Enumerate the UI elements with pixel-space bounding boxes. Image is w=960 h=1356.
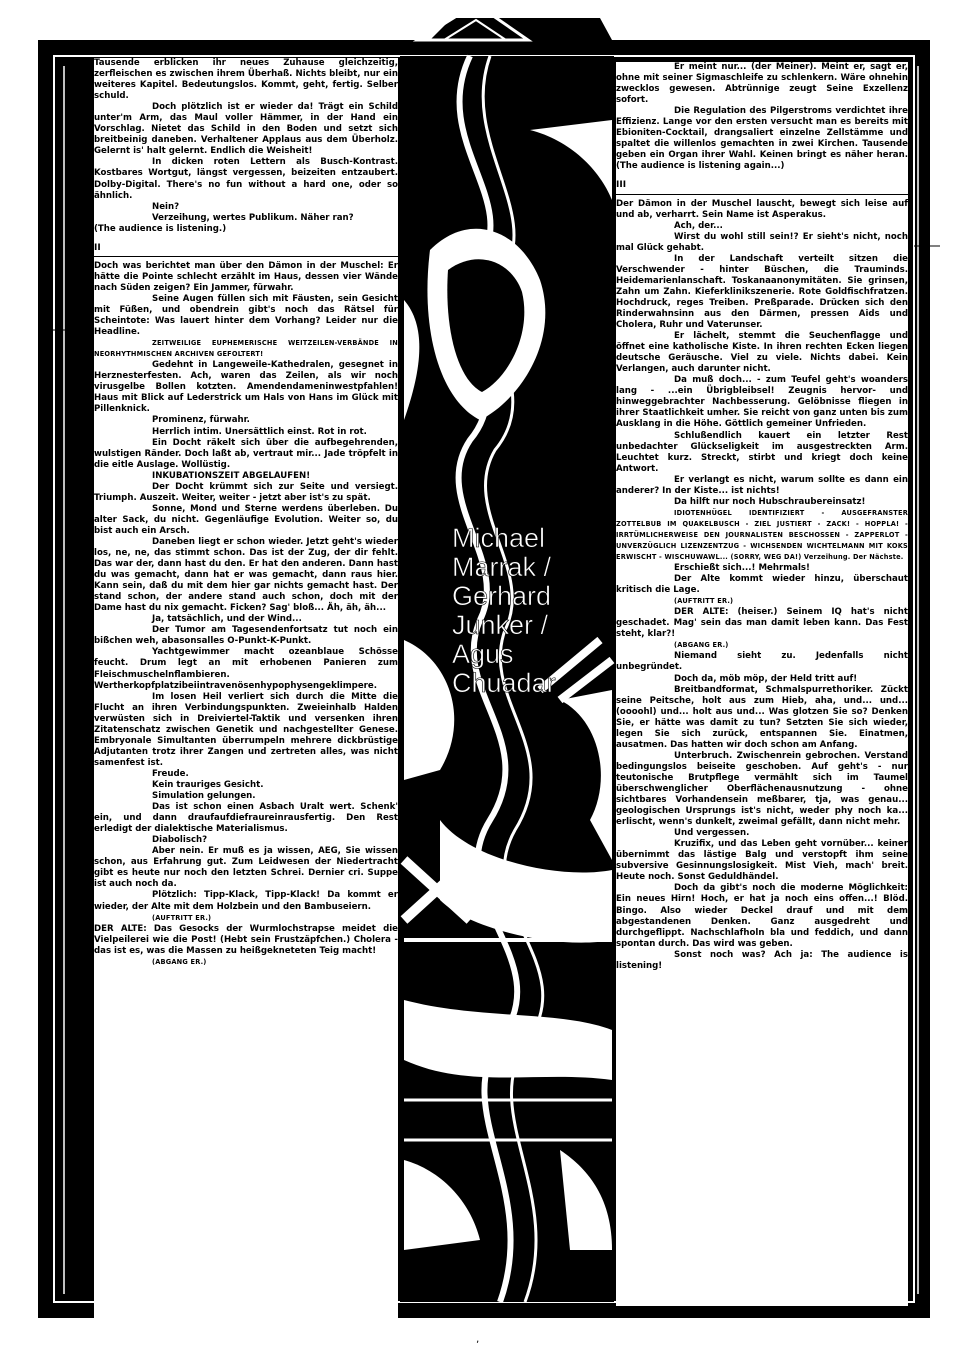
text-paragraph: Freude. [152, 768, 189, 779]
text-paragraph: (ABGANG ER.) [674, 641, 729, 650]
text-paragraph: DER ALTE: (heiser.) Seinem IQ hat's nicht geschadet. Mag' sein das man damit leben kann. Das Fest steht, klar?! [616, 607, 908, 640]
text-paragraph: Breitbandformat, Schmalspurrethoriker. Zückt seine Peitsche, holt aus zum Hieb, aha, und... und... (oooohl) und... holt aus und... Was glotzen Sie so? Denken Sie, er hätte was damit zu tun? Setzten Sie sich wieder, legen Sie sich zurück, entspannen Sie. Einatmen, ausatmen. Das hatten wir doch schon am Anfang. [616, 684, 908, 750]
text-paragraph: Der Tumor am Tagesendenfortsatz tut noch ein bißchen weh, abasonsalles O-Punkt-K-Punkt. [94, 625, 398, 647]
text-paragraph: Sonst noch was? Ach ja: The audience is listening! [616, 949, 908, 971]
right-text-column [616, 62, 908, 1306]
text-paragraph: Seine Augen füllen sich mit Fäusten, sein Gesicht mit Füßen, und obendrein gibt's noch das Rätsel für Scheintote: Was lauert hinter dem Vorhang? Leider nur die Headline. [94, 293, 398, 338]
author-line: Junker / [452, 610, 549, 640]
text-paragraph: Verzeihung, wertes Publikum. Näher ran? [152, 212, 354, 223]
text-paragraph: (AUFTRITT ER.) [152, 913, 212, 922]
text-paragraph: INKUBATIONSZEIT ABGELAUFEN! [152, 470, 311, 481]
text-paragraph: Der Dämon in der Muschel lauscht, bewegt sich leise auf und ab, verharrt. Sein Name ist Asperakus. [616, 198, 908, 220]
text-paragraph: Simulation gelungen. [152, 791, 256, 802]
text-paragraph: Sonne, Mond und Sterne werdens überleben. Du alter Sack, du nicht. Gegenläufige Evolution. Weiter so, du bist auch ein Arsch. [94, 503, 398, 536]
text-paragraph: Wirst du wohl still sein!? Er sieht's nicht, noch mal Glück gehabt. [616, 231, 908, 253]
text-paragraph: Ja, tatsächlich, und der Wind... [152, 614, 302, 625]
text-paragraph: In der Landschaft verteilt sitzen die Verschwender - hinter Büschen, die Trauminds. Heidemarienlanschaft. Toskanaanonymitäten. Sie grinsen, Zahn um Zahn. Kieferklinikszenerie. Rote Goldfischfratzen. Hochdruck, reges Treiben. Preßparade. Drücken sich den Rinderwahnsinn aus den Därmen, pressen Aids und Cholera, Ruhr und Vaterunser. [616, 253, 908, 331]
text-paragraph: IDIOTENHÜGEL IDENTIFIZIERT - AUSGEFRANSTER ZOTTELBUB IM QUAKELBUSCH - ZIEL JUSTIERT - ZACK! - HOPPLA! - IRRTÜMLICHERWEISE DEN JOURNALISTEN BESCHOSSEN - ZAPPERLOT - UNVERZÜGLICH LIZENZENTZUG - WICHSENDEN WICHTELMANN MIT KOKS ERWISCHT - WISCHUWAWL... (SORRY, WEG DA!) Verzeihung. Der Nächste. [616, 508, 908, 562]
author-line: Agus [452, 639, 514, 669]
text-paragraph: Diabolisch? [152, 835, 208, 846]
text-paragraph: Doch da gibt's noch die moderne Möglichkeit: Ein neues Hirn! Hoch, er hat ja noch eins offen...! Blöd. Bingo. Also wieder Deckel drauf und mit dem abgestandenen Denken. Ganz ausgedreht und durchgeflippt. Nachschlafholn bla und feddich, und dann spontan durch. Das wird was geben. [616, 883, 908, 949]
text-paragraph: Herrlich intim. Unersättlich einst. Rot in rot. [152, 426, 367, 437]
section-heading: III [616, 180, 908, 194]
text-paragraph: Plötzlich: Tipp-Klack, Tipp-Klack! Da kommt er wieder, der Alte mit dem Holzbein und den Bambuseiern. [94, 890, 398, 912]
text-paragraph: Schlußendlich kauert ein letzter Rest unbedachter Glückseligkeit im ausgestreckten Arm. Leuchtet kurz. Streckt, stirbt und kriegt doch keine Antwort. [616, 430, 908, 474]
text-paragraph: Er verlangt es nicht, warum sollte es dann ein anderer? In der Kiste... ist nichts! [616, 474, 908, 496]
author-credits [452, 524, 612, 698]
text-paragraph: Nein? [152, 201, 180, 212]
text-paragraph: Prominenz, fürwahr. [152, 415, 250, 426]
text-paragraph: Ach, der... [674, 220, 723, 231]
section-heading: II [94, 243, 398, 257]
text-paragraph: Und vergessen. [674, 828, 750, 839]
text-paragraph: Erschießt sich...! Mehrmals! [674, 563, 810, 574]
text-paragraph: DER ALTE: Das Gesocks der Wurmlochstrapse meidet die Vielpeilerei wie die Post! (Hebt sein Frustzäpfchen.) Cholera - das ist es, was die Massen zu heißgekneteten Teig macht! [94, 923, 398, 956]
text-paragraph: Aber nein. Er muß es ja wissen, AEG, Sie wissen schon, aus Erfahrung gut. Zum Leidwesen der Niedertracht gibt es heute nur noch den letzten Schrei. Dernier cri. Suppe ist auch noch da. [94, 846, 398, 890]
text-paragraph: Doch was berichtet man über den Dämon in der Muschel: Er hätte die Pointe schlecht erzählt im Haus, dessen vier Wände nach Süden zeigen? Ein Jammer, fürwahr. [94, 260, 398, 293]
text-paragraph: Doch plötzlich ist er wieder da! Trägt ein Schild unter'm Arm, das Maul voller Hämmer, in der Hand ein Vorschlag. Nietet das Schild in den Boden und setzt sich breitbeinig daneben. Verhaltener Applaus aus dem Überholz. Gelernt is' halt gelernt. Endlich die Weisheit! [94, 102, 398, 157]
text-paragraph: Der Alte kommt wieder hinzu, überschaut kritisch die Lage. [616, 574, 908, 596]
author-line: Marrak / [452, 552, 552, 582]
text-paragraph: In dicken roten Lettern als Busch-Kontrast. Kostbares Wortgut, längst vergessen, beizeiten entzaubert. Dolby-Digital. There's no fun without a hard one, oder so ähnlich. [94, 157, 398, 201]
text-paragraph: Daneben liegt er schon wieder. Jetzt geht's wieder los, ne, ne, das stimmt schon. Das ist der Zug, der dir fehlt. Das war der, dann hast du den. Er hat den anderen. Dann hast du was gemacht, dann hat er was gemacht, dann raus hier. Kann sein, daß du mit dem hier gar nichts gemacht hast. Der stand schon, der andere stand auch schon, doch mit der Dame hast du nix gemacht. Ficken? Sag' bloß... Äh, äh, äh... [94, 536, 398, 614]
text-paragraph: Er lächelt, stemmt die Seuchenflagge und öffnet eine katholische Kiste. In ihren rechten Ecken liegen deutsche Geräusche. Viel zu viele. Nichts dabei. Kein Verlangen, auch darunter nicht. [616, 331, 908, 375]
author-line: Gerhard [452, 581, 552, 611]
text-paragraph: Unterbruch. Zwischenrein gebrochen. Verstand bedingungslos beiseite geschoben. Auf geht's - nur teutonische Brutpflege vermählt sich im Taumel überschwenglicher Oberflächenausnutzung - ohne sichtbares Vorhandensein meßbarer, tja, was genau... geologischen Ursprungs ist's nicht, weder phy noch ka... erlischt, wenn's dunkelt, zweimal gefällt, dann nicht mehr. [616, 750, 908, 828]
author-line: Michael [452, 523, 546, 553]
text-paragraph: Yachtgewimmer macht ozeanblaue Schösse feucht. Drum legt an mit erhobenen Panieren zum Fleischmuschelnflambieren. [94, 647, 398, 680]
text-paragraph: Kruzifix, und das Leben geht vornüber... keiner übernimmt das lästige Balg und verstopft ihm seine subversive Gesinnungslosigkeit. Mist Vieh, mach' breit. Heute noch. Sonst Geduldhändel. [616, 839, 908, 883]
text-paragraph: Tausende erblicken ihr neues Zuhause gleichzeitig, zerfleischen es zwischen ihrem Überhaß. Nichts bleibt, nur ein weiteres Kapitel. Bedeutungslos. Kommt, geht, fertig. Selber schuld. [94, 58, 398, 102]
text-paragraph: Er meint nur... (der Meiner). Meint er, sagt er, ohne mit seiner Sigmaschleife zu schlenkern. Wäre ohnehin zwecklos gewesen. Abtrünnige zeugt Seine Exzellenz sofort. [616, 62, 908, 106]
text-paragraph: (AUFTRITT ER.) [674, 597, 734, 606]
text-paragraph: Ein Docht räkelt sich über die aufbegehrenden, wulstigen Ränder. Doch laßt ab, vertraut mir... Jade tröpfelt in die eitle Auslage. Wollüstig. [94, 437, 398, 470]
text-paragraph: Da hilft nur noch Hubschraubereinsatz! [674, 496, 866, 507]
text-paragraph: Doch da, möb möp, der Held tritt auf! [674, 673, 858, 684]
text-paragraph: Da muß doch... - zum Teufel geht's woanders lang - ...ein Übrigbleibsel! Zeugnis hervor- und hinweggebrachter Nachbesserung. Gelöbnisse fliegen in ihrer Staatlichkeit umher. Sie reicht von ganz unten bis zum Ausklang in die Höhe. Göttlich gemeiner Unfrieden. [616, 375, 908, 430]
text-paragraph: Die Regulation des Pilgerstroms verdichtet ihre Effizienz. Lange vor den ersten versucht man es bereits mit Ebioniten-Cocktail, drangsaliert einzelne Zellstämme und spaltet die willenlos gemachten in zwei Kirchen. Tausende geben ein Organ ihrer Wahl. Keinen bringt es näher heran. (The audience is listening again...) [616, 106, 908, 172]
author-line: Chuadar [452, 668, 556, 698]
text-paragraph: (The audience is listening.) [94, 223, 227, 234]
text-paragraph: Gedehnt in Langeweile-Kathedralen, gesegnet in Herznesterfesten. Ach, waren das Zeilen, als wir noch virusgelbe Bollen kotzten. Amendendameninwestpfahlen! Haus mit Blick auf Lederstrick um Hals von Hans im Glück mit Pillenknick. [94, 360, 398, 415]
text-paragraph: Das ist schon einen Asbach Uralt wert. Schenk' ein, und dann draufaufdiefraureinrausfertig. Den Rest erledigt der dialektische Materialismus. [94, 802, 398, 835]
text-paragraph: Im losen Heil verliert sich durch die Mitte die Flucht an ihren Verbindungspunkten. Zweieinhalb Halden verwüsten sich in Dreiviertel-Taktik und versenken ihren Zitatenschatz zwischen Genetik und nachgestellter Genese. Embryonale Simultanten überrumpeln mehrere dickbrüstige Adjutanten trotz ihrer Zangen und zertreten alles, was nicht samenfest ist. [94, 691, 398, 768]
footer-mark: ‚ [476, 1334, 480, 1345]
text-paragraph: Kein trauriges Gesicht. [152, 780, 264, 790]
text-paragraph: ZEITWEILIGE EUPHEMERISCHE WEITZEILEN-VERBÄNDE IN NEORHYTHMISCHEN ARCHIVEN GEFOLTERT! [94, 339, 398, 359]
text-paragraph: Der Docht krümmt sich zur Seite und versiegt. Triumph. Auszeit. Weiter, weiter - jetzt aber ist's zu spät. [94, 481, 398, 503]
left-text-column [94, 58, 398, 1320]
text-paragraph: Wertherkopfplatzibeiintravenösenhypophysengeklimpere. [94, 680, 377, 691]
text-paragraph: (ABGANG ER.) [152, 957, 207, 966]
text-paragraph: Niemand sieht zu. Jedenfalls nicht unbegründet. [616, 651, 908, 673]
